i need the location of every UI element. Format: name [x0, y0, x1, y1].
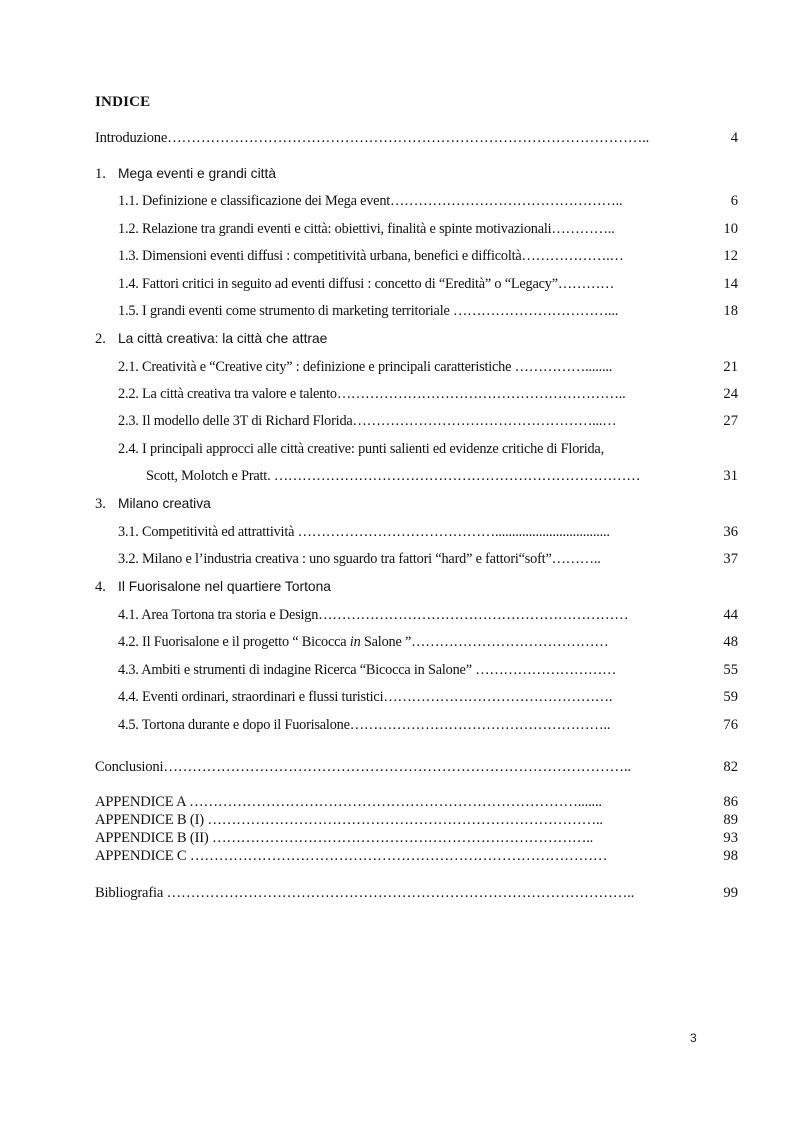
toc-entry-page: 37: [723, 551, 738, 567]
page-number: 3: [690, 1031, 697, 1045]
toc-entry-text-pre: 4.2. Il Fuorisalone e il progetto “ Bicocca: [118, 634, 350, 650]
toc-entry-text: 4.1. Area Tortona tra storia e Design…………………………………………………………: [118, 607, 629, 623]
chapter-number: 3.: [95, 496, 106, 512]
toc-entry-page: 14: [723, 276, 738, 292]
toc-entry-text: 4.3. Ambiti e strumenti di indagine Ricerca “Bicocca in Salone” …………………………: [118, 662, 617, 678]
toc-entry-page: 93: [723, 830, 738, 846]
toc-entry-page: 76: [723, 717, 738, 733]
toc-entry-text: APPENDICE A ……………………………………………………………………….......: [95, 794, 602, 810]
toc-entry-text: Bibliografia ……………………………………………………………………………………..: [95, 885, 635, 901]
toc-entry-text: Introduzione………………………………………………………………………………………..: [95, 130, 650, 146]
chapter-title: Il Fuorisalone nel quartiere Tortona: [118, 579, 331, 594]
chapter-title: Mega eventi e grandi città: [118, 166, 276, 181]
toc-entry-text-post: Salone ”……………………………………: [360, 634, 609, 650]
toc-entry-page: 27: [723, 413, 738, 429]
toc-entry-page: 24: [723, 386, 738, 402]
toc-entry-page: 98: [723, 848, 738, 864]
toc-entry-page: 10: [723, 221, 738, 237]
toc-entry-text: APPENDICE B (II) ……………………………………………………………………..: [95, 830, 594, 846]
toc-entry-page: 55: [723, 662, 738, 678]
toc-entry-page: 99: [723, 885, 738, 901]
toc-entry-text: 2.1. Creatività e “Creative city” : definizione e principali caratteristiche ……………........: [118, 359, 613, 375]
toc-title: INDICE: [95, 94, 151, 110]
chapter-number: 1.: [95, 166, 106, 182]
toc-entry-text: 1.3. Dimensioni eventi diffusi : competitività urbana, benefici e difficoltà……………….…: [118, 248, 624, 264]
toc-entry-page: 36: [723, 524, 738, 540]
toc-entry-page: 12: [723, 248, 738, 264]
toc-entry-text-italic: in: [349, 634, 361, 650]
toc-entry-page: 82: [723, 759, 738, 775]
toc-entry-page: 31: [723, 468, 738, 484]
toc-entry-page: 21: [723, 359, 738, 375]
toc-entry-text: APPENDICE B (I) ………………………………………………………………………..: [95, 812, 603, 828]
chapter-title: La città creativa: la città che attrae: [118, 331, 328, 346]
toc-entry-text: 1.1. Definizione e classificazione dei Mega event…………………………………………..: [118, 193, 623, 209]
toc-entry-page: 86: [723, 794, 738, 810]
toc-entry-page: 18: [723, 303, 738, 319]
toc-entry-text: 2.2. La città creativa tra valore e talento……………………………………………………..: [118, 386, 626, 402]
toc-entry-text: 4.5. Tortona durante e dopo il Fuorisalone………………………………………………..: [118, 717, 611, 733]
chapter-number: 4.: [95, 579, 106, 595]
toc-entry-page: 4: [730, 130, 738, 146]
toc-entry-page: 44: [723, 607, 738, 623]
toc-entry-text: 1.5. I grandi eventi come strumento di marketing territoriale ……………………………...: [118, 303, 619, 319]
toc-entry-page: 6: [730, 193, 738, 209]
toc-entry-page: 48: [723, 634, 738, 650]
toc-entry-page: 59: [723, 689, 738, 705]
chapter-number: 2.: [95, 331, 106, 347]
chapter-title: Milano creativa: [118, 496, 211, 511]
toc-entry-text: Scott, Molotch e Pratt. ……………………………………………………………………: [146, 468, 641, 484]
toc-entry-text: 3.1. Competitività ed attrattività ……………………………………..................................: [118, 524, 610, 540]
toc-entry-text: 2.4. I principali approcci alle città creative: punti salienti ed evidenze critiche di Florida,: [118, 441, 604, 457]
toc-entry-page: 89: [723, 812, 738, 828]
toc-entry-text: 4.4. Eventi ordinari, straordinari e flussi turistici………………………………………….: [118, 689, 613, 705]
toc-entry-text: Conclusioni……………………………………………………………………………………..: [95, 759, 631, 775]
toc-entry-text: 1.2. Relazione tra grandi eventi e città: obiettivi, finalità e spinte motivazionali…………..: [118, 221, 615, 237]
toc-entry-text: 2.3. Il modello delle 3T di Richard Florida……………………………………………...…: [118, 413, 617, 429]
toc-entry-text: [118, 633, 609, 651]
toc-entry-text: 3.2. Milano e l’industria creativa : uno sguardo tra fattori “hard” e fattori“soft”………..: [118, 551, 601, 567]
toc-entry-text: 1.4. Fattori critici in seguito ad eventi diffusi : concetto di “Eredità” o “Legacy”…………: [118, 276, 615, 292]
toc-entry-text: APPENDICE C ……………………………………………………………………………: [95, 848, 608, 864]
